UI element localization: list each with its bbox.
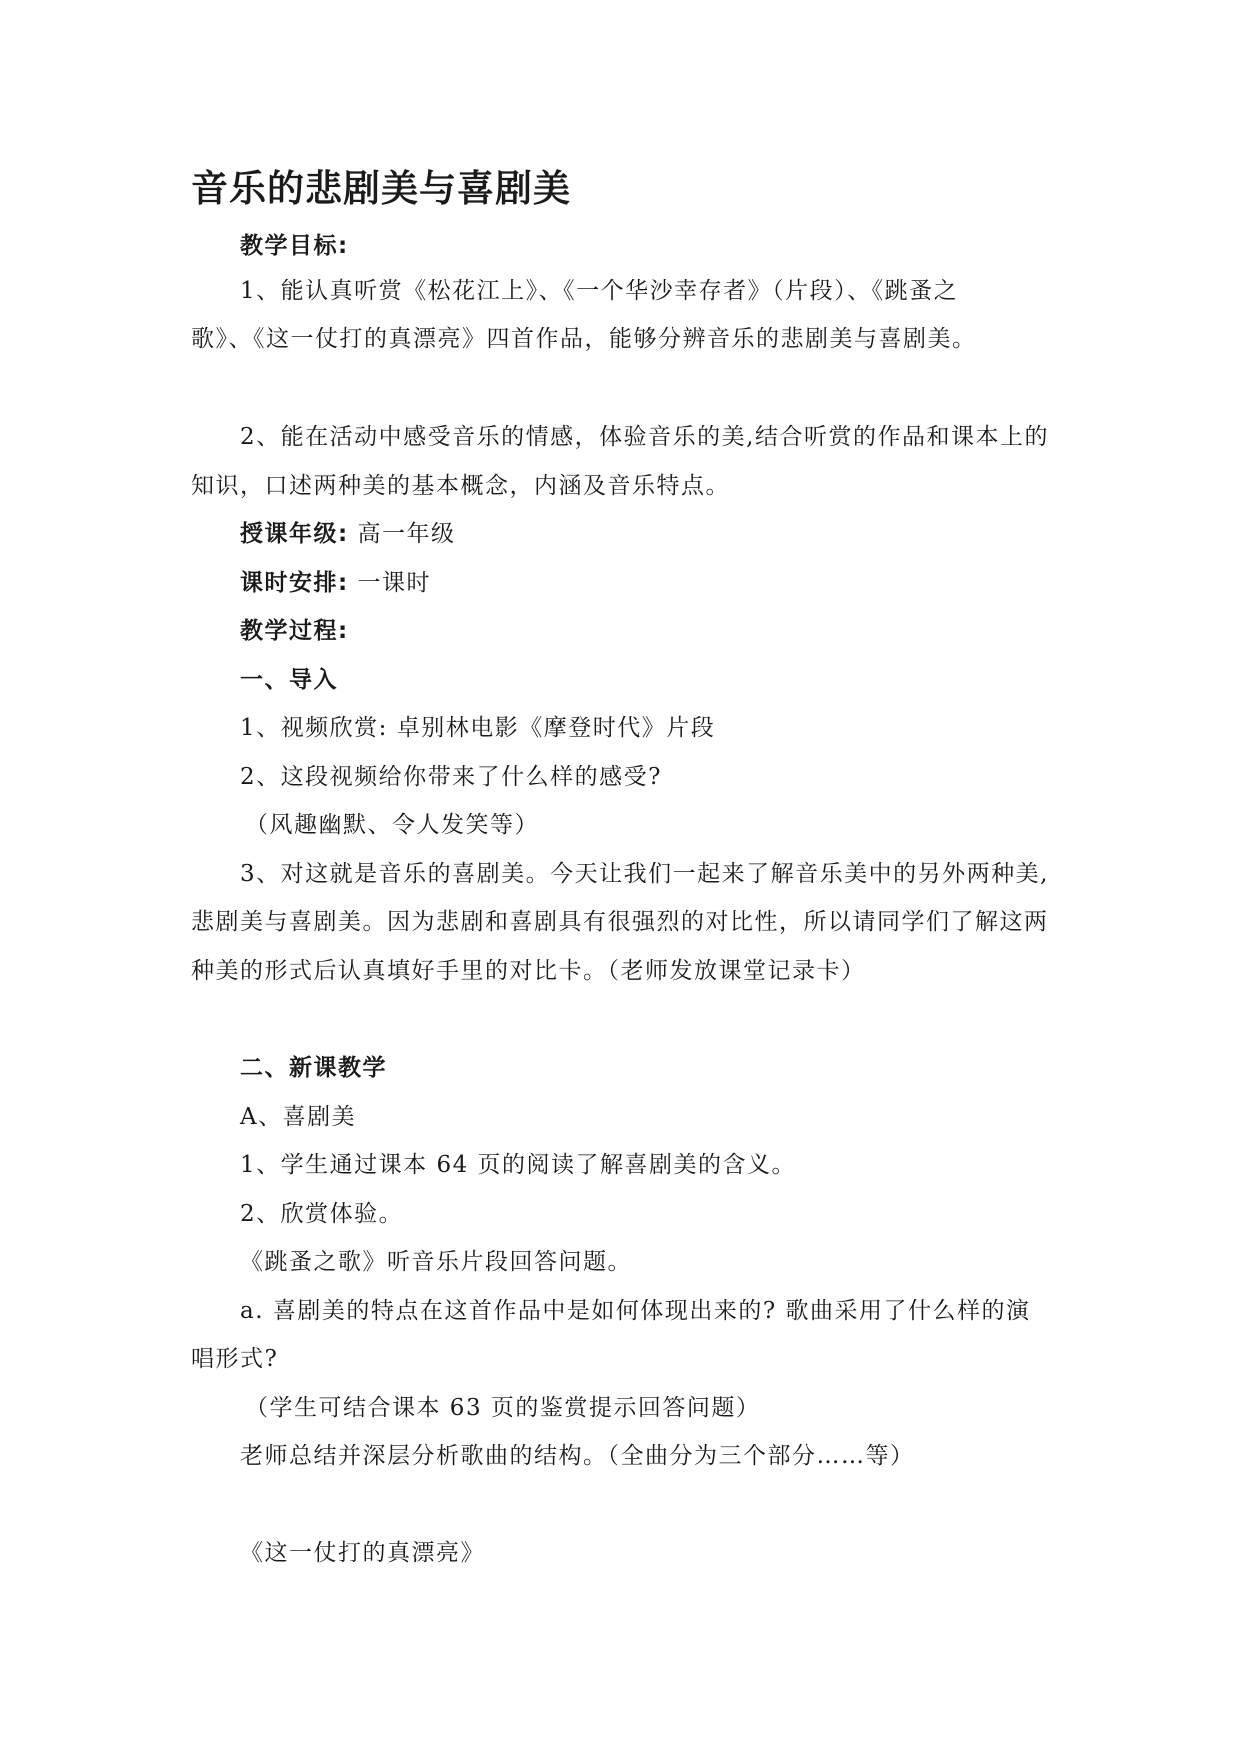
section-1-item-3-line-2: 悲剧美与喜剧美。因为悲剧和喜剧具有很强烈的对比性，所以请同学们了解这两 <box>191 909 1049 935</box>
objective-2-line-2: 知识，口述两种美的基本概念，内涵及音乐特点。 <box>191 473 730 499</box>
objective-1-line-1: 1、能认真听赏《松花江上》、《一个华沙幸存者》（片段）、《跳蚤之 <box>240 278 959 304</box>
grade-row <box>240 515 456 548</box>
objective-1-line-2: 歌》、《这一仗打的真漂亮》四首作品，能够分辨音乐的悲剧美与喜剧美。 <box>191 326 977 352</box>
section-2-song-1: 《跳蚤之歌》听音乐片段回答问题。 <box>240 1249 632 1275</box>
objective-2-line-1: 2、能在活动中感受音乐的情感，体验音乐的美,结合听赏的作品和课本上的 <box>240 424 1049 450</box>
section-2-question-line-1: a. 喜剧美的特点在这首作品中是如何体现出来的? 歌曲采用了什么样的演 <box>240 1298 1031 1324</box>
section-2-item-1: 1、学生通过课本 64 页的阅读了解喜剧美的含义。 <box>240 1152 797 1178</box>
hours-row <box>240 564 431 597</box>
grade-label: 授课年级: <box>240 521 349 547</box>
section-1-item-1: 1、视频欣赏: 卓别林电影《摩登时代》片段 <box>240 715 716 741</box>
section-1-item-2: 2、这段视频给你带来了什么样的感受? <box>240 764 662 790</box>
section-2-summary: 老师总结并深层分析歌曲的结构。（全曲分为三个部分……等） <box>240 1443 915 1469</box>
section-1-item-3-line-1: 3、对这就是音乐的喜剧美。今天让我们一起来了解音乐美中的另外两种美, <box>240 861 1049 887</box>
objectives-heading: 教学目标: <box>240 233 349 259</box>
section-1-item-3-line-3: 种美的形式后认真填好手里的对比卡。（老师发放课堂记录卡） <box>191 958 866 984</box>
document-title: 音乐的悲剧美与喜剧美 <box>191 167 571 210</box>
hours-value: 一课时 <box>357 570 432 596</box>
section-1-heading: 一、导入 <box>240 667 338 693</box>
section-1-item-2-answer: （风趣幽默、令人发笑等） <box>245 812 539 838</box>
section-2-question-line-2: 唱形式? <box>191 1346 279 1372</box>
section-2-hint: （学生可结合课本 63 页的鉴赏提示回答问题） <box>245 1395 761 1421</box>
hours-label: 课时安排: <box>240 570 349 596</box>
section-2-item-2: 2、欣赏体验。 <box>240 1201 404 1227</box>
section-2-subheading-a: A、喜剧美 <box>240 1104 357 1130</box>
section-2-song-2: 《这一仗打的真漂亮》 <box>240 1540 485 1566</box>
grade-value: 高一年级 <box>357 521 456 547</box>
section-2-heading: 二、新课教学 <box>240 1055 387 1081</box>
process-heading: 教学过程: <box>240 618 349 644</box>
